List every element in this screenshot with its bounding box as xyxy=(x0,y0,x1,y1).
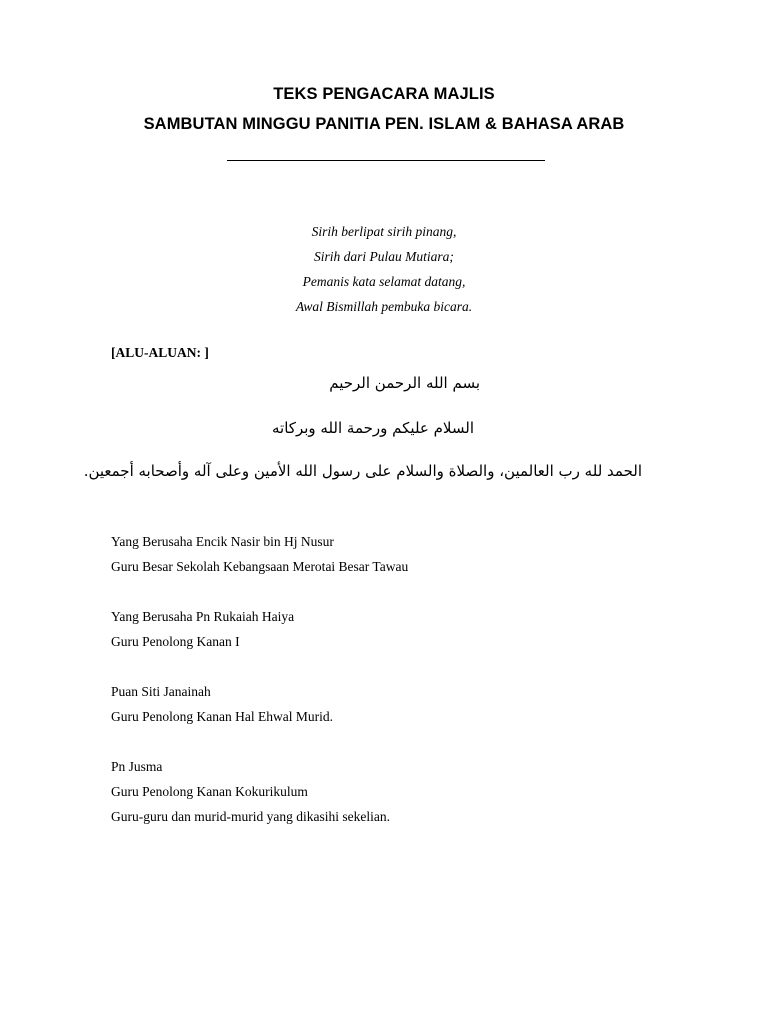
pantun-line: Sirih dari Pulau Mutiara; xyxy=(314,249,454,264)
arabic-hamdalah: الحمد لله رب العالمين، والصلاة والسلام على رسول الله الأمين وعلى آله وأصحابه أجمعين. xyxy=(83,462,642,480)
guest-role: Guru Besar Sekolah Kebangsaan Merotai Besar Tawau xyxy=(111,559,409,574)
section-label-alu-aluan: [ALU-ALUAN: ] xyxy=(111,345,209,360)
guest-entry xyxy=(111,604,408,654)
guest-name: Pn Jusma xyxy=(111,759,163,774)
guest-list xyxy=(111,529,408,854)
document-subtitle: SAMBUTAN MINGGU PANITIA PEN. ISLAM & BAHASA ARAB xyxy=(143,115,625,133)
arabic-salam: السلام عليكم ورحمة الله وبركاته xyxy=(272,419,474,437)
document-title: TEKS PENGACARA MAJLIS xyxy=(273,85,495,103)
title-underline xyxy=(227,160,545,161)
pantun-line: Awal Bismillah pembuka bicara. xyxy=(295,299,473,314)
pantun-verse xyxy=(0,219,768,319)
guest-entry xyxy=(111,679,408,729)
guest-entry xyxy=(111,754,408,829)
guest-role: Guru Penolong Kanan Hal Ehwal Murid. xyxy=(111,709,333,724)
guest-name: Yang Berusaha Pn Rukaiah Haiya xyxy=(111,609,295,624)
guest-role: Guru Penolong Kanan Kokurikulum xyxy=(111,784,308,799)
arabic-basmalah: بسم الله الرحمن الرحيم xyxy=(329,374,480,392)
general-greeting: Guru-guru dan murid-murid yang dikasihi sekelian. xyxy=(111,809,390,824)
pantun-line: Pemanis kata selamat datang, xyxy=(302,274,466,289)
guest-entry xyxy=(111,529,408,579)
pantun-line: Sirih berlipat sirih pinang, xyxy=(311,224,457,239)
guest-name: Yang Berusaha Encik Nasir bin Hj Nusur xyxy=(111,534,334,549)
guest-role: Guru Penolong Kanan I xyxy=(111,634,240,649)
guest-name: Puan Siti Janainah xyxy=(111,684,211,699)
